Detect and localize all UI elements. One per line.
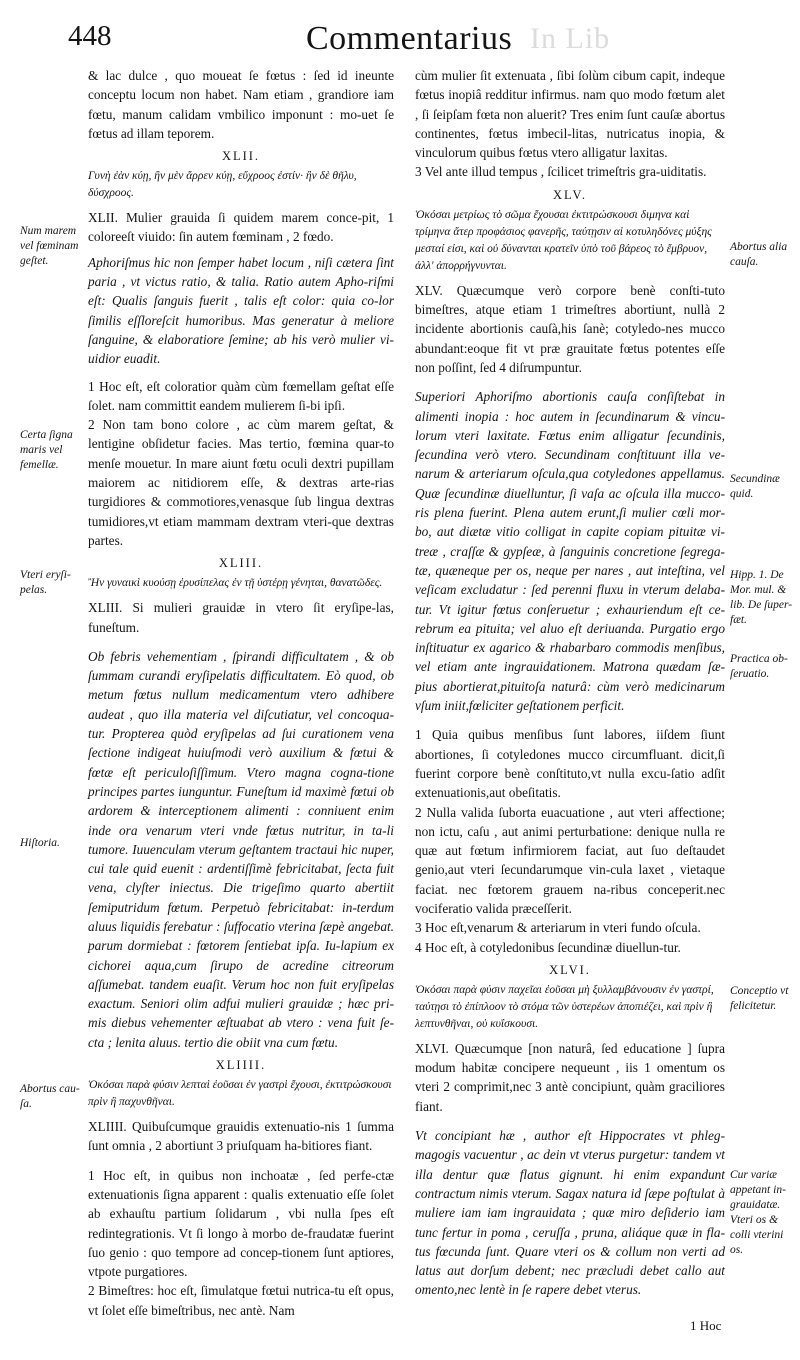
- aphorism-43-greek: Ἢν γυναικὶ κυούσῃ ἐρυσίπελας ἐν τῇ ὑστέρῃ γένηται, θανατῶδες.: [88, 577, 383, 590]
- aphorism-42-heading: XLII. Mulier grauida ſi quidem marem conce-pit, 1 coloreeſt viuido: ſin autem fœminam , 2 fœdo.: [88, 210, 394, 245]
- aphorism-42-commentary: Aphoriſmus hic non ſemper habet locum , niſi cætera ſint paria , vt victus ratio, & talia. Ratio autem Apho-riſmi eſt: Qualis ſanguis fuerit , talis eſt color: quia co-lor ſimilis eſſloreſcit humoribus. Mas generatur à meliore ſanguine, & elaboratiore ſemine; ab his verò mulier vi-uidior euadit.: [88, 254, 394, 367]
- right-column: [415, 66, 725, 1300]
- margin-note-right-2: Secundinæ quid.: [730, 473, 780, 500]
- margin-note-left-1: Num marem vel fœminam geſtet.: [20, 225, 79, 267]
- aphorism-42-note-2: 2 Non tam bono colore , ac cùm marem geſtat, & lentigine obſidetur facies. Mas tertio, fœmina quar-to menſe mouetur. In mare aiunt fœtu oculi dextri pupillam maiorem ac nitidiorem eſſe, & dextras arte-rias turgidiores & commotiores,venasque ſub lingua dextras tumidiores,vt etiam mammam dextram vteri-que dextras partes.: [88, 417, 394, 548]
- page-number: 448: [68, 20, 112, 52]
- intro-paragraph: & lac dulce , quo moueat ſe fœtus : ſed id ineunte conceptu locum non habet. Nam etiam , grandiore iam fœtu, manum calidam vmbilico imponunt : mo-uet ſe fœtus ad illam teporem.: [88, 68, 394, 141]
- aphorism-43-number: XLIII.: [218, 556, 264, 571]
- aphorism-43-commentary: Ob febris vehementiam , ſpirandi difficultatem , & ob ſummam curandi eryſipelatis difficultatem. Eò quod, ob metum fœtus nullum medicamentum vtero adhibere audeat , quo illa materia vel diſcutiatur, vel concoqua-tur. Propterea quòd eryſipelas ad ſui curationem vena ſectione indigeat huiuſmodi verò auxilium & fœtui & fœtæ eſt periculoſiſſimum. Vtero magna cogna-tione principes partes iunguntur. Funeſtum id maximè fœtui ob ardorem & interceptionem alimenti : conniuent enim inde ora venarum vteri vnde fœtus nutritur, in ta-li tumore. Iuuenculam vterum geſtantem tractaui hic nuper, cui tale quid euenit : ardentiſſimè febricitabat, ſecta fuit vena, clyſter iniectus. Die trigeſimo quarto abertiit ſemiputridum fœtum. Perpetuò febricitabat: in-terdum aluus liquidis ferebatur : ſuffocatio vterina ſæpè angebat. parum dormiebat : fœtorem ſentiebat ipſa. Iu-lapium ex cichorei aqua,cum ſirupo de acredine citreorum aſſumebat. tandem euaſit. Verum hoc non fuit eryſipelas exactum. Seniori olim adfui mulieri grauidæ ; hæc pri-mis diebus vehementer æſtuabat ab vtero : vena fuit ſe-cta ; lenita aluus. tertio die obiit vna cum fœtu.: [88, 648, 394, 1050]
- aphorism-45-note-3: 3 Hoc eſt,venarum & arteriarum in vteri fundo oſcula.: [415, 920, 701, 936]
- aphorism-42-number: XLII.: [221, 149, 261, 164]
- aphorism-42-greek: Γυνὴ ἐὰν κύῃ, ἢν μὲν ἄρρεν κύῃ, εὔχροος ἐστίν· ἢν δὲ θῆλυ, δύσχροος.: [88, 170, 357, 200]
- aphorism-45-note-4: 4 Hoc eſt, à cotyledonibus ſecundinæ diuellun-tur.: [415, 939, 681, 955]
- margin-note-right-3: Hipp. 1. De Mor. mul. & lib. De ſuper-fæt.: [730, 569, 793, 626]
- aphorism-43-heading: XLIII. Si mulieri grauidæ in vtero ſit eryſipe-las, funeſtum.: [88, 600, 394, 635]
- aphorism-45-heading: XLV. Quæcumque verò corpore benè conſti-tuto bimeſtres, atque etiam 1 trimeſtres abortiunt, nullà 2 incidente abortionis cauſà,his ſanè; cotyledo-nes mucco abundant:eoque fit vt præ grauitate fœtus potentes eſſe non poſſint, ſed 4 diſrumpuntur.: [415, 282, 725, 375]
- aphorism-42-note-1: 1 Hoc eſt, eſt coloratior quàm cùm fœmellam geſtat eſſe ſolet. nam committit eandem mulierem ſi-bi ipſi.: [88, 378, 394, 413]
- aphorism-45-greek: Ὁκόσαι μετρίως τὸ σῶμα ἔχουσαι ἐκτιτρώσκουσι διμηνα καὶ τρίμηνα ἄτερ προφάσιος φανερῆς, ταύτῃσιν αἱ κοτυληδόνες μύξης μεσταί εἰσι, καὶ οὐ δύνανται κρατεῖν ὑπὸ τοῦ βάρεος τὸ ἔμβρυον, ἀλλ' ἀπορρήγνυνται.: [415, 208, 712, 272]
- margin-note-right-6: Cur variæ appetant in-grauidatæ. Vteri os & colli vterini os.: [730, 1169, 786, 1256]
- aphorism-45-note-2: 2 Nulla valida ſuborta euacuatione , aut vteri affectione; non ictu, caſu , aut animi perturbatione: denique nulla re quæ aut fœtum infirmiorem faciat, aut ſuo deſtaudet genio,aut vteri ſecundarumque vin-cula laxet , vietaque faciat. nec fœtorem grauem na-ribus conceperit.nec vociferatio valida præceſſerit.: [415, 804, 725, 916]
- margin-note-right-5: Conceptio vt felicitetur.: [730, 985, 789, 1012]
- margin-note-left-3: Vteri eryſi-pelas.: [20, 569, 71, 596]
- running-title: Commentarius: [306, 20, 513, 57]
- aphorism-45-commentary: Superiori Aphoriſmo abortionis cauſa conſiſtebat in alimenti inopia : hoc autem in ſecundinarum & vincu-lorum vteri laxitate. Fœtus enim alligatur ſecundinis, ſecundina verò vtero. Secundinam conſtituunt illa ve-narum & arteriarum oſcula,qua cotyledones appellamus. Quæ ſecundinæ diuelluntur, ſi vaſa ac oſcula illa mucco-ris plena fuerint. Plena autem erunt,ſi mulier cœli mor-bo, aut diætæ vitio colligat in capite copiam pituitæ vi-treæ , craſſæ & gypſeæ, à ſanguinis concretione ſegrega-tæ, quæneque per os, neque per nares , aut inteſtina, vel veſicam excludatur : ſed perenni fluxu in vterum delaba-tur. Vt igitur fœtus conſeruetur ; exhauriendum eſt ce-rebrum ea pituita; vel aluo eſt deriuanda. Purgatio ergo inſtituatur ex agarico & rhabarbaro commodis menſibus, vel etiam ante ingrauidationem. Matrona quædam ſæ-pius abortierat,pituitoſa naturâ: cùm verò medicinarum vſum iniit,fœliciter geſtationem perficit.: [415, 389, 725, 714]
- aphorism-46-commentary: Vt concipiant hæ , author eſt Hippocrates vt phleg-magogis vacuentur , ac dein vt vterus purgetur: tandem vt illa dentur quæ flatus gignunt. hi enim expandunt contractum nimis vterum. Sagax natura id ſæpe poſtulat à muliere iam iam ingrauidata ; quæ miro deſiderio iam tunc fertur in poma , ceruſſa , pruna, aliáque quæ in fla-tus fœcunda ſunt. Quare vteri os & collum non verti ad latus aut dorſum debent; nec præcludi debet callo aut omento,nec lentè in ſe rapere debet vterus.: [415, 1128, 725, 1298]
- catchword: 1 Hoc: [690, 1318, 722, 1333]
- aphorism-44-greek: Ὁκόσαι παρὰ φύσιν λεπταὶ ἐοῦσαι ἐν γαστρὶ ἔχουσι, ἐκτιτρώσκουσι πρὶν ἢ παχυνθῆναι.: [88, 1079, 392, 1109]
- aphorism-46-heading: XLVI. Quæcumque [non naturâ, ſed educatione ] ſupra modum habitæ concipere nequeunt , iis 1 omentum os vteri 2 comprimit,nec 3 antè concipiunt, quàm graciliores fiant.: [415, 1040, 725, 1114]
- left-column: [88, 66, 394, 1320]
- margin-note-right-4: Practica ob-ſeruatio.: [730, 653, 788, 680]
- aphorism-44-number: XLIIII.: [215, 1058, 267, 1073]
- bleed-through-text: In Lib: [530, 22, 611, 55]
- aphorism-46-number: XLVI.: [549, 962, 591, 977]
- aphorism-45-note-1: 1 Quia quibus menſibus ſunt labores, iiſdem ſiunt abortiones, ſi cotyledones mucco circumfluant. dicit,ſi fuerint corpore benè conſtituto,vt nulla excu-ſatio adſit extenuationis,aut obeſitatis.: [415, 727, 725, 801]
- aphorism-44-note-1: 1 Hoc eſt, in quibus non inchoatæ , ſed perfe-ctæ extenuationis ſigna apparent : qualis extenuatio eſſe ſolet ab exhauſtu partium ſolidarum , vbi nulla ſpes eſt redintegrationis. Vt ſi longo à morbo de-fraudatæ fuerint ſuo genio : quo tempore ad concep-tionem ſunt aptiores, vtpote purgatiores.: [88, 1167, 394, 1280]
- aphorism-46-greek: Ὁκόσαι παρὰ φύσιν παχεῖαι ἐοῦσαι μὴ ξυλλαμβάνουσιν ἐν γαστρί, ταύτῃσι τὸ ἐπίπλοον τὸ στόμα τῶν ὑστερέων ἀποπιέζει, καὶ πρὶν ἢ λεπτυνθῆναι, οὐ κυΐσκουσι.: [415, 983, 714, 1030]
- margin-note-right-1: Abortus alia cauſa.: [730, 241, 788, 268]
- aphorism-44-heading: XLIIII. Quibuſcumque grauidis extenuatio-nis 1 ſumma ſunt omnia , 2 abortiunt 3 priuſquam ha-bitiores fiant.: [88, 1119, 394, 1154]
- aphorism-44-note-3: 3 Vel ante illud tempus , ſcilicet trimeſtris gra-uiditatis.: [415, 164, 707, 180]
- margin-note-left-5: Abortus cau-ſa.: [20, 1083, 80, 1110]
- margin-note-left-2: Certa ſigna maris vel femellæ.: [20, 429, 73, 471]
- aphorism-45-number: XLV.: [552, 187, 588, 202]
- margin-note-left-4: Hiſtoria.: [20, 837, 60, 849]
- continuation-paragraph: cùm mulier ſit extenuata , ſibi ſolùm cibum capit, indeque fœtus inopiâ redditur infirmus. nam quo modo fœtum alet , ſi ſeipſam fœta non aluerit? Tres enim ſunt cauſæ abortus continentes, fœtus imbecil-litas, nutricatus inopia, & vinculorum quibus fœtus vtero alligatur laxitas.: [415, 68, 725, 161]
- aphorism-44-note-2: 2 Bimeſtres: hoc eſt, ſimulatque fœtui nutrica-tu eſt opus, vt ſolet eſſe bimeſtribus, nec antè. Nam: [88, 1283, 394, 1318]
